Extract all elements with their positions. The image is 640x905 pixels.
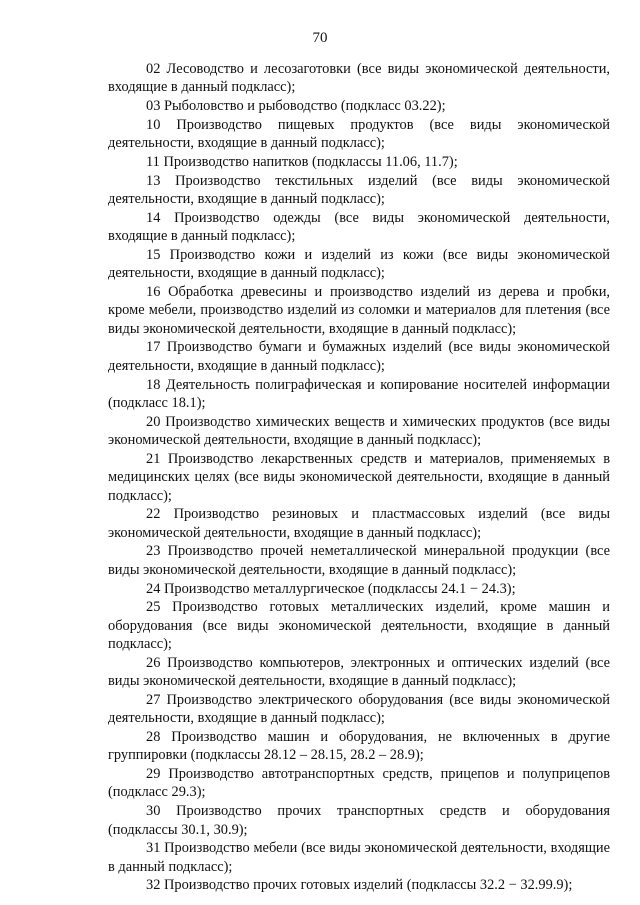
list-item: 31 Производство мебели (все виды экономической деятельности, входящие в данный подкласс); xyxy=(108,840,610,875)
list-item: 17 Производство бумаги и бумажных изделий (все виды экономической деятельности, входящие в данный подкласс); xyxy=(108,339,610,374)
list-item: 28 Производство машин и оборудования, не включенных в другие группировки (подклассы 28.12 – 28.15, 28.2 – 28.9); xyxy=(108,728,610,764)
list-item: 15 Производство кожи и изделий из кожи (все виды экономической деятельности, входящие в данный подкласс); xyxy=(108,246,610,282)
list-item: 11 Производство напитков (подклассы 11.06, 11.7); xyxy=(146,153,458,170)
list-item: 18 Деятельность полиграфическая и копирование носителей информации (подкласс 18.1); xyxy=(108,376,610,411)
list-item: 25 Производство готовых металлических изделий, кроме машин и оборудования (все виды экономической деятельности, входящие в данный подкласс); xyxy=(108,599,610,653)
list-item: 23 Производство прочей неметаллической минеральной продукции (все виды экономической деятельности, входящие в данный подкласс); xyxy=(108,543,610,578)
list-item: 22 Производство резиновых и пластмассовых изделий (все виды экономической деятельности, входящие в данный подкласс); xyxy=(108,506,610,541)
list-item: 13 Производство текстильных изделий (все виды экономической деятельности, входящие в данный подкласс); xyxy=(108,172,610,208)
list-item: 20 Производство химических веществ и химических продуктов (все виды экономической деятельности, входящие в данный подкласс); xyxy=(108,413,610,449)
document-body xyxy=(108,60,610,895)
list-item: 16 Обработка древесины и производство изделий из дерева и пробки, кроме мебели, производство изделий из соломки и материалов для плетения (все виды экономической деятельности, входящие в данный подкласс); xyxy=(108,283,610,337)
list-item: 26 Производство компьютеров, электронных и оптических изделий (все виды экономической деятельности, входящие в данный подкласс); xyxy=(108,654,610,690)
list-item: 29 Производство автотранспортных средств, прицепов и полуприцепов (подкласс 29.3); xyxy=(108,766,610,801)
list-item: 03 Рыболовство и рыбоводство (подкласс 03.22); xyxy=(146,98,446,115)
list-item: 02 Лесоводство и лесозаготовки (все виды экономической деятельности, входящие в данный подкласс); xyxy=(108,61,610,96)
list-item: 10 Производство пищевых продуктов (все виды экономической деятельности, входящие в данный подкласс); xyxy=(108,116,610,152)
list-item: 32 Производство прочих готовых изделий (подклассы 32.2 − 32.99.9); xyxy=(146,877,573,894)
page-number: 70 xyxy=(312,30,328,46)
list-item: 21 Производство лекарственных средств и материалов, применяемых в медицинских целях (все виды экономической деятельности, входящие в данный подкласс); xyxy=(108,450,610,504)
list-item: 30 Производство прочих транспортных средств и оборудования (подклассы 30.1, 30.9); xyxy=(108,803,610,838)
list-item: 14 Производство одежды (все виды экономической деятельности, входящие в данный подкласс); xyxy=(108,209,610,245)
list-item: 27 Производство электрического оборудования (все виды экономической деятельности, входящие в данный подкласс); xyxy=(108,691,610,727)
list-item: 24 Производство металлургическое (подклассы 24.1 − 24.3); xyxy=(146,580,516,597)
